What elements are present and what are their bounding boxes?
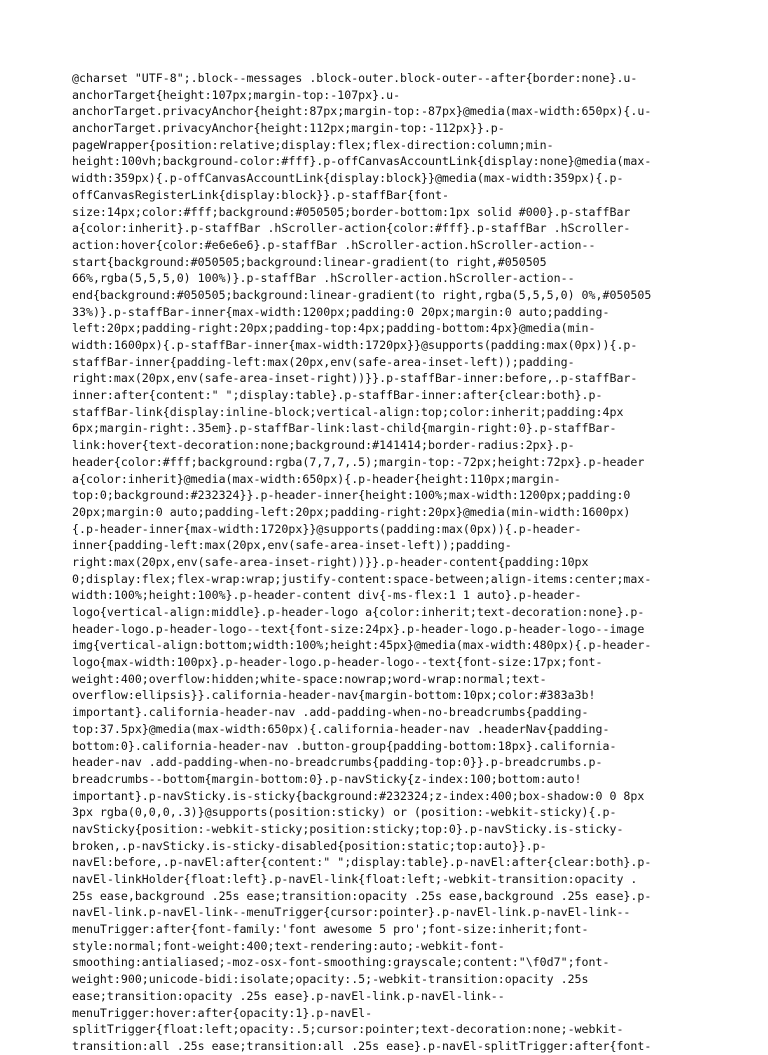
text-line: link:hover{text-decoration:none;background:#141414;border-radius:2px}.p- (72, 438, 575, 453)
text-line: offCanvasRegisterLink{display:block}}.p-staffBar{font- (72, 187, 449, 202)
text-line: smoothing:antialiased;-moz-osx-font-smoothing:grayscale;content:"\f0d7";font- (72, 955, 610, 970)
text-line: weight:400;overflow:hidden;white-space:nowrap;word-wrap:normal;text- (72, 671, 547, 686)
text-line: header-logo.p-header-logo--text{font-size:24px}.p-header-logo.p-header-logo--image (72, 621, 645, 636)
text-line: staffBar-inner{padding-left:max(20px,env(safe-area-inset-left));padding- (72, 354, 575, 369)
text-line: navEl-linkHolder{float:left}.p-navEl-link{float:left;-webkit-transition:opacity . (72, 872, 638, 886)
text-line: {.p-header-inner{max-width:1720px}}@supports(padding:max(0px)){.p-header- (72, 521, 582, 536)
text-line: important}.p-navSticky.is-sticky{background:#232324;z-index:400;box-shadow:0 0 8px (72, 788, 645, 803)
text-line: 6px;margin-right:.35em}.p-staffBar-link:last-child{margin-right:0}.p-staffBar- (72, 421, 617, 436)
text-line: top:37.5px}@media(max-width:650px){.california-header-nav .headerNav{padding- (72, 721, 610, 736)
css-source-text (72, 70, 712, 1055)
text-line: right:max(20px,env(safe-area-inset-right))}}.p-header-content{padding:10px (72, 554, 589, 569)
text-line: anchorTarget{height:107px;margin-top:-107px}.u- (72, 87, 401, 102)
text-line: size:14px;color:#fff;background:#050505;border-bottom:1px solid #000}.p-staffBar (72, 204, 631, 219)
text-line: important}.california-header-nav .add-padding-when-no-breadcrumbs{padding- (72, 705, 589, 720)
text-line: style:normal;font-weight:400;text-rendering:auto;-webkit-font- (72, 938, 505, 953)
text-line: broken,.p-navSticky.is-sticky-disabled{position:static;top:auto}}.p- (72, 838, 547, 853)
text-line: width:100%;height:100%}.p-header-content div{-ms-flex:1 1 auto}.p-header- (72, 588, 582, 603)
text-line: ease;transition:opacity .25s ease}.p-navEl-link.p-navEl-link-- (72, 988, 505, 1003)
text-line: navEl-link.p-navEl-link--menuTrigger{cursor:pointer}.p-navEl-link.p-navEl-link-- (72, 905, 631, 920)
text-line: 33%)}.p-staffBar-inner{max-width:1200px;padding:0 20px;margin:0 auto;padding- (72, 304, 610, 319)
text-line: 3px rgba(0,0,0,.3)}@supports(position:sticky) or (position:-webkit-sticky){.p- (72, 805, 617, 820)
text-line: header{color:#fff;background:rgba(7,7,7,.5);margin-top:-72px;height:72px}.p-header (72, 454, 645, 469)
text-line: start{background:#050505;background:linear-gradient(to right,#050505 (72, 254, 547, 269)
text-line: right:max(20px,env(safe-area-inset-right))}}.p-staffBar-inner:before,.p-staffBar- (72, 371, 638, 386)
text-line: menuTrigger:after{font-family:'font awesome 5 pro';font-size:inherit;font- (72, 922, 589, 937)
text-line: width:1600px){.p-staffBar-inner{max-width:1720px}}@supports(padding:max(0px)){.p- (72, 338, 638, 352)
text-line: @charset "UTF-8";.block--messages .block-outer.block-outer--after{border:none}.u- (72, 71, 638, 85)
text-line: 25s ease,background .25s ease;transition:opacity .25s ease,background .25s ease}.p- (72, 888, 652, 903)
text-line: height:100vh;background-color:#fff}.p-offCanvasAccountLink{display:none}@media(max- (72, 154, 652, 169)
text-line: bottom:0}.california-header-nav .button-group{padding-bottom:18px}.california- (72, 738, 617, 753)
text-line: 0;display:flex;flex-wrap:wrap;justify-content:space-between;align-items:center;max- (72, 571, 652, 586)
text-line: anchorTarget.privacyAnchor{height:112px;margin-top:-112px}}.p- (72, 121, 505, 136)
text-line: 20px;margin:0 auto;padding-left:20px;padding-right:20px}@media(min-width:1600px) (72, 504, 631, 519)
text-line: a{color:inherit}.p-staffBar .hScroller-action{color:#fff}.p-staffBar .hScroller- (72, 221, 631, 236)
text-line: img{vertical-align:bottom;width:100%;height:45px}@media(max-width:480px){.p-header- (72, 638, 652, 653)
text-line: logo{vertical-align:middle}.p-header-logo a{color:inherit;text-decoration:none}.p- (72, 605, 645, 619)
text-line: transition:all .25s ease;transition:all .25s ease}.p-navEl-splitTrigger:after{font- (72, 1038, 652, 1053)
text-line: menuTrigger:hover:after{opacity:1}.p-navEl- (72, 1005, 373, 1020)
text-line: navSticky{position:-webkit-sticky;position:sticky;top:0}.p-navSticky.is-sticky- (72, 821, 624, 836)
text-line: weight:900;unicode-bidi:isolate;opacity:.5;-webkit-transition:opacity .25s (72, 972, 589, 987)
text-line: staffBar-link{display:inline-block;vertical-align:top;color:inherit;padding:4px (72, 404, 624, 419)
text-line: action:hover{color:#e6e6e6}.p-staffBar .hScroller-action.hScroller-action-- (72, 237, 596, 252)
text-line: navEl:before,.p-navEl:after{content:" ";display:table}.p-navEl:after{clear:both}.p- (72, 855, 652, 870)
text-line: pageWrapper{position:relative;display:flex;flex-direction:column;min- (72, 137, 554, 152)
text-line: end{background:#050505;background:linear-gradient(to right,rgba(5,5,5,0) 0%,#050505 (72, 287, 652, 302)
text-line: inner:after{content:" ";display:table}.p-staffBar-inner:after{clear:both}.p- (72, 388, 603, 403)
text-line: anchorTarget.privacyAnchor{height:87px;margin-top:-87px}@media(max-width:650px){.u- (72, 104, 652, 119)
text-line: header-nav .add-padding-when-no-breadcrumbs{padding-top:0}}.p-breadcrumbs.p- (72, 755, 603, 770)
text-line: 66%,rgba(5,5,5,0) 100%)}.p-staffBar .hScroller-action.hScroller-action-- (72, 271, 575, 286)
text-line: splitTrigger{float:left;opacity:.5;cursor:pointer;text-decoration:none;-webkit- (72, 1022, 624, 1037)
text-line: width:359px){.p-offCanvasAccountLink{display:block}}@media(max-width:359px){.p- (72, 171, 624, 186)
text-line: inner{padding-left:max(20px,env(safe-area-inset-left));padding- (72, 538, 512, 553)
text-line: breadcrumbs--bottom{margin-bottom:0}.p-navSticky{z-index:100;bottom:auto! (72, 771, 582, 786)
text-line: a{color:inherit}@media(max-width:650px){.p-header{height:110px;margin- (72, 471, 561, 486)
text-line: overflow:ellipsis}}.california-header-nav{margin-bottom:10px;color:#383a3b! (72, 688, 596, 703)
text-line: top:0;background:#232324}}.p-header-inner{height:100%;max-width:1200px;padding:0 (72, 488, 631, 503)
text-line: logo{max-width:100px}.p-header-logo.p-header-logo--text{font-size:17px;font- (72, 655, 603, 670)
text-line: left:20px;padding-right:20px;padding-top:4px;padding-bottom:4px}@media(min- (72, 321, 596, 336)
